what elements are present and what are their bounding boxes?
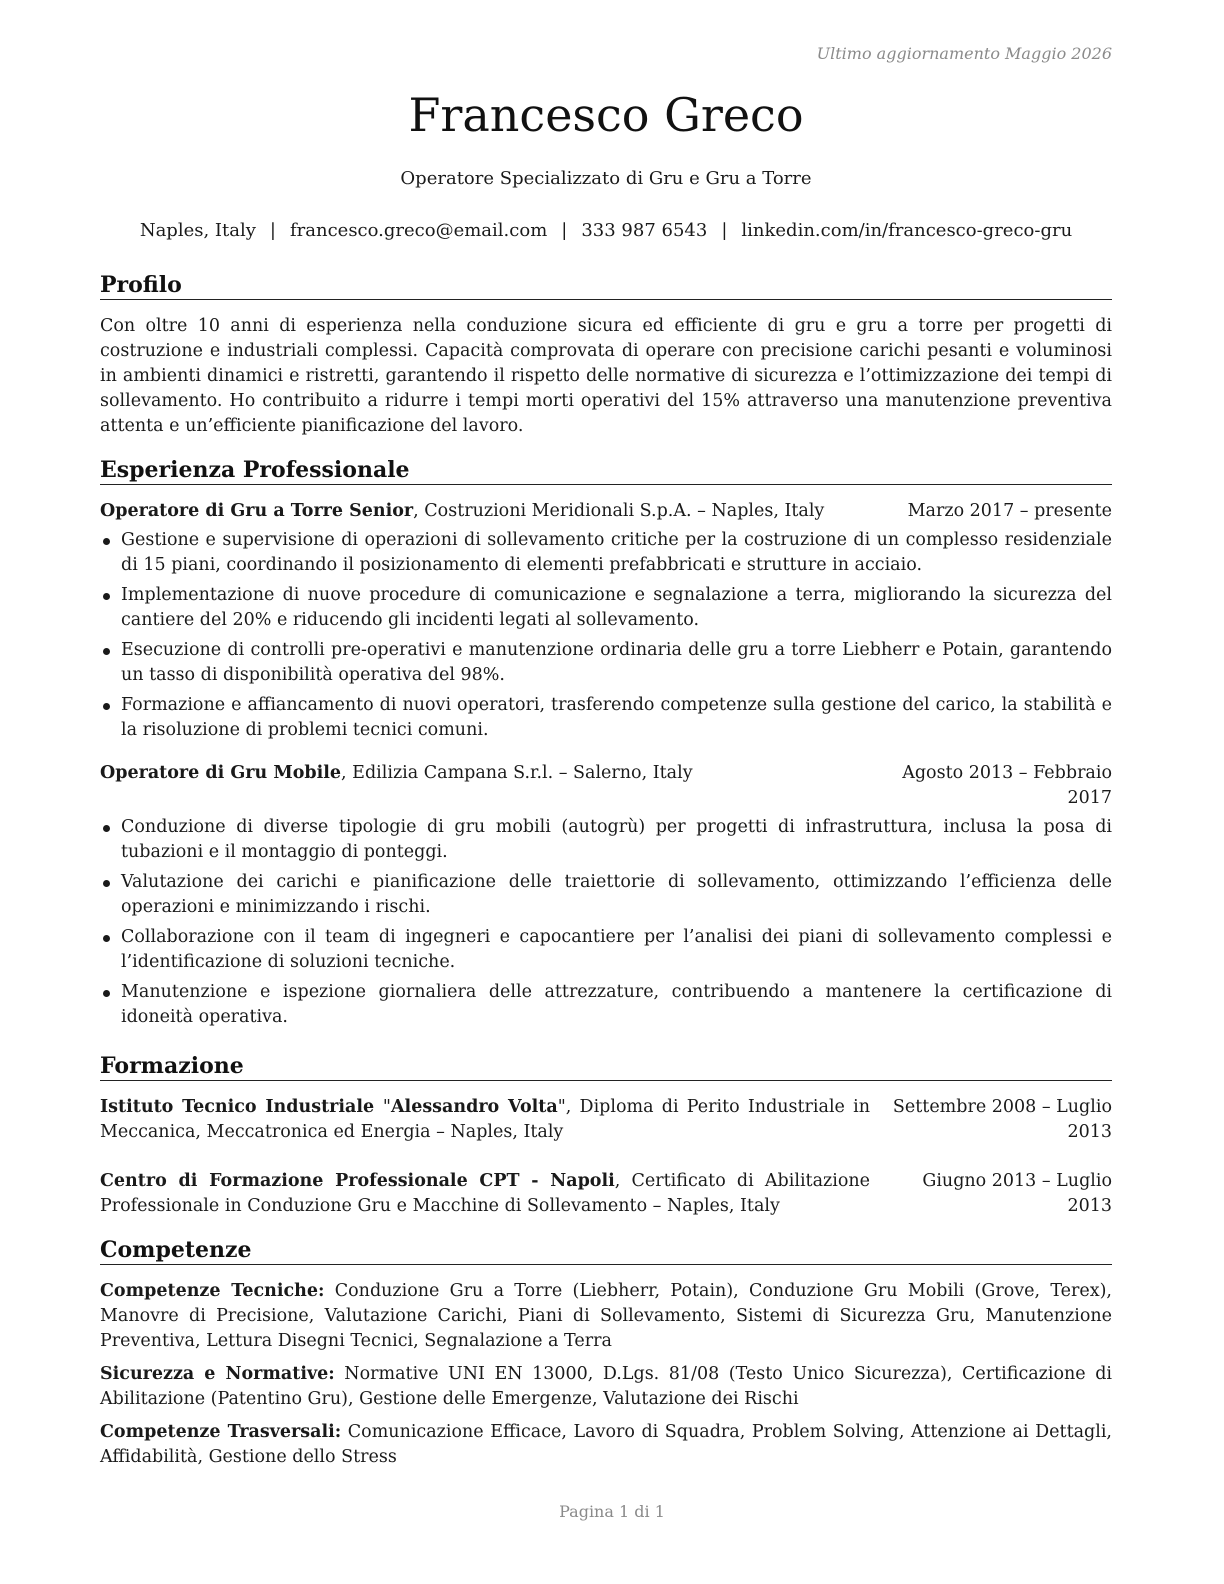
- job-dates-line: 2017: [1067, 788, 1112, 808]
- education-item: [100, 1169, 1112, 1219]
- location: Naples, Italy: [139, 220, 256, 241]
- profile-text: Con oltre 10 anni di esperienza nella conduzione sicura ed efficiente di gru e gru a torre per progetti di costruzione e industriali complessi. Capacità comprovata di operare con precisione carichi pesanti e voluminosi in ambienti dinamici e ristretti, garantendo il rispetto delle normative di sicurezza e l’ottimizzazione dei tempi di sollevamento. Ho contribuito a ridurre i tempi morti operativi del 15% attraverso una manutenzione preventiva attenta e un’efficiente pianificazione del lavoro.: [100, 316, 1112, 436]
- education-detail: [100, 1169, 870, 1219]
- list-item: Conduzione di diverse tipologie di gru mobili (autogrù) per progetti di infrastruttura, inclusa la posa di tubazioni e il montaggio di ponteggi.: [100, 815, 1112, 865]
- separator: |: [561, 220, 568, 241]
- education-section: [100, 1052, 1112, 1219]
- skill-text: Comunicazione Efficace, Lavoro di Squadra, Problem Solving, Attenzione ai Dettagli, Affidabilità, Gestione dello Stress: [100, 1422, 1112, 1467]
- skill-group: [100, 1420, 1112, 1470]
- section-heading: Profilo: [100, 271, 1112, 300]
- section-heading: Esperienza Professionale: [100, 456, 1112, 485]
- skill-group: [100, 1279, 1112, 1354]
- job-role: Operatore di Gru a Torre Senior: [100, 501, 414, 521]
- experience-section: [100, 456, 1112, 1035]
- job-title: Operatore Specializzato di Gru e Gru a Torre: [400, 168, 812, 189]
- separator: |: [269, 220, 276, 241]
- institution-name: Istituto Tecnico Industriale: [100, 1097, 383, 1117]
- skills-section: [100, 1236, 1112, 1478]
- skill-text: Normative UNI EN 13000, D.Lgs. 81/08 (Testo Unico Sicurezza), Certificazione di Abilitazione (Patentino Gru), Gestione delle Emergenze, Valutazione dei Rischi: [100, 1364, 1113, 1409]
- education-item: [100, 1095, 1112, 1145]
- degree-text: , Diploma di Perito Industriale in Meccanica, Meccatronica ed Energia – Naples, Italy: [100, 1097, 871, 1142]
- list-item: Manutenzione e ispezione giornaliera delle attrezzature, contribuendo a mantenere la certificazione di idoneità operativa.: [100, 980, 1112, 1030]
- skill-label: Competenze Trasversali:: [100, 1422, 342, 1442]
- education-detail: [100, 1095, 870, 1145]
- job-dates: Marzo 2017 – presente: [907, 501, 1112, 521]
- email-link[interactable]: francesco.greco@email.com: [290, 220, 548, 241]
- last-updated: Ultimo aggiornamento Maggio 2026: [816, 44, 1112, 63]
- quote-mark: ": [382, 1097, 391, 1117]
- institution-name: Centro di Formazione Professionale CPT - Napoli: [100, 1171, 615, 1191]
- skill-text: Conduzione Gru a Torre (Liebherr, Potain), Conduzione Gru Mobili (Grove, Terex), Manovre di Precisione, Valutazione Carichi, Piani di Sollevamento, Sistemi di Sicurezza Gru, Manutenzione Preventiva, Lettura Disegni Tecnici, Segnalazione a Terra: [100, 1281, 1112, 1351]
- job-company: , Edilizia Campana S.r.l. – Salerno, Italy: [341, 763, 693, 783]
- quote-mark: ": [557, 1097, 566, 1117]
- list-item: Implementazione di nuove procedure di comunicazione e segnalazione a terra, migliorando la sicurezza del cantiere del 20% e riducendo gli incidenti legati al sollevamento.: [100, 583, 1112, 633]
- job-bullets: [100, 815, 1112, 1030]
- skill-group: [100, 1362, 1112, 1412]
- section-heading: Formazione: [100, 1052, 1112, 1081]
- list-item: Formazione e affiancamento di nuovi operatori, trasferendo competenze sulla gestione del carico, la stabilità e la risoluzione di problemi tecnici comuni.: [100, 693, 1112, 743]
- education-dates: [876, 1095, 1112, 1145]
- job-header: [100, 499, 1112, 524]
- institution-name: Alessandro Volta: [390, 1097, 558, 1117]
- list-item: Esecuzione di controlli pre-operativi e manutenzione ordinaria delle gru a torre Liebherr e Potain, garantendo un tasso di disponibilità operativa del 98%.: [100, 638, 1112, 688]
- job-dates-line: Agosto 2013 – Febbraio: [902, 763, 1112, 783]
- skill-label: Sicurezza e Normative:: [100, 1364, 335, 1384]
- education-dates-line: 2013: [1067, 1122, 1112, 1142]
- phone: 333 987 6543: [581, 220, 708, 241]
- education-dates: Giugno 2013 – Luglio 2013: [922, 1171, 1112, 1216]
- linkedin-link[interactable]: linkedin.com/in/francesco-greco-gru: [741, 220, 1073, 241]
- job-role: Operatore di Gru Mobile: [100, 763, 342, 783]
- list-item: Gestione e supervisione di operazioni di sollevamento critiche per la costruzione di un complesso residenziale di 15 piani, coordinando il posizionamento di elementi prefabbricati e strutture in acciaio.: [100, 528, 1112, 578]
- contact-bar: [100, 220, 1112, 241]
- list-item: Valutazione dei carichi e pianificazione delle traiettorie di sollevamento, ottimizzando l’efficienza delle operazioni e minimizzando i rischi.: [100, 870, 1112, 920]
- skill-label: Competenze Tecniche:: [100, 1281, 325, 1301]
- degree-text: , Certificato di Abilitazione Professionale in Conduzione Gru e Macchine di Sollevamento – Naples, Italy: [100, 1171, 870, 1216]
- job-company: , Costruzioni Meridionali S.p.A. – Naples, Italy: [413, 501, 825, 521]
- separator: |: [721, 220, 728, 241]
- profile-section: [100, 271, 1112, 439]
- job-bullets: [100, 528, 1112, 743]
- list-item: Collaborazione con il team di ingegneri e capocantiere per l’analisi dei piani di sollevamento complessi e l’identificazione di soluzioni tecniche.: [100, 925, 1112, 975]
- page-number: Pagina 1 di 1: [559, 1502, 665, 1521]
- candidate-name: Francesco Greco: [408, 88, 804, 142]
- job-dates: [902, 761, 1112, 811]
- job-header: [100, 761, 1112, 808]
- section-heading: Competenze: [100, 1236, 1112, 1265]
- education-dates-line: Settembre 2008 – Luglio: [892, 1097, 1112, 1117]
